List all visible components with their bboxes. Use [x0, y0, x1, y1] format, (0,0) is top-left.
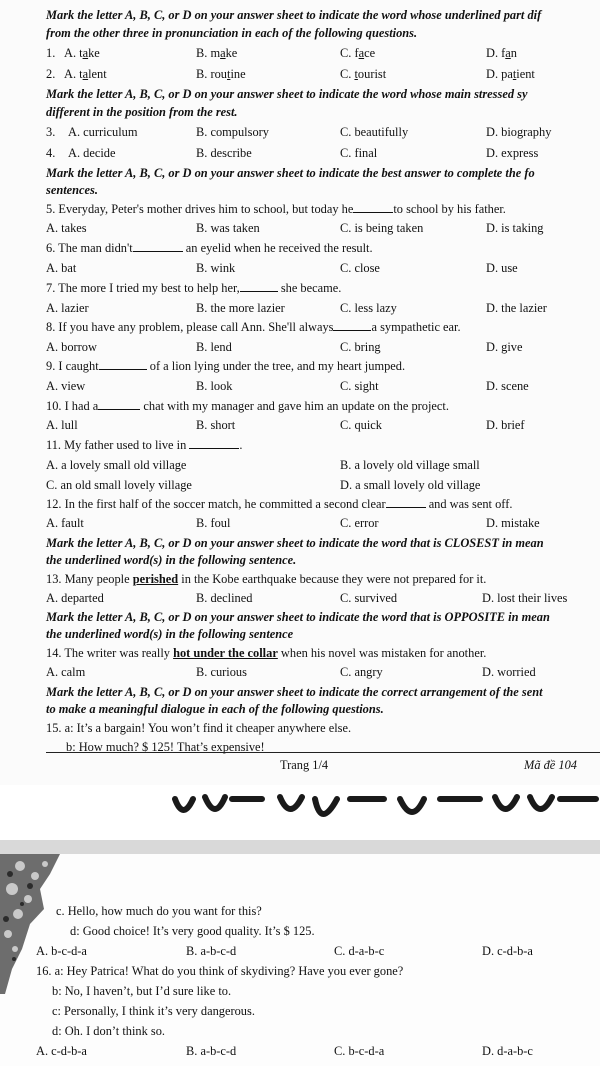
q1-option-d: D. fan: [486, 46, 517, 60]
q8-option-a: A. borrow: [46, 340, 97, 354]
instruction-opposite: Mark the letter A, B, C, or D on your answer sheet to indicate the word that is OPPOSITE in mean: [46, 610, 550, 624]
q2-option-b: B. routine: [196, 67, 246, 81]
q11-stem: 11. My father used to live in .: [46, 438, 243, 452]
q16-line-d: d: Oh. I don’t think so.: [52, 1024, 166, 1038]
instruction-opposite-cont: the underlined word(s) in the following sentence: [46, 627, 294, 641]
q16-option-d: D. d-a-b-c: [482, 1044, 533, 1058]
q13-option-c: C. survived: [340, 591, 398, 605]
instruction-arrangement: Mark the letter A, B, C, or D on your answer sheet to indicate the correct arrangement of the sent: [46, 685, 543, 699]
q11-option-d: D. a small lovely old village: [340, 478, 481, 492]
page-separator: [0, 840, 600, 854]
q3-option-b: B. compulsory: [196, 125, 269, 139]
q3-option-a: A. curriculum: [68, 125, 138, 139]
q3-option-d: D. biography: [486, 125, 552, 139]
instruction-arrangement-cont: to make a meaningful dialogue in each of the following questions.: [46, 702, 384, 716]
q15-line-d: d: Good choice! It’s very good quality. It’s $ 125.: [70, 924, 315, 938]
cut-off-watermark-text: [0, 785, 600, 840]
q4-option-c: C. final: [340, 146, 378, 160]
q12-stem: 12. In the first half of the soccer match, he committed a second clear and was sent off.: [46, 497, 513, 511]
q10-stem: 10. I had a chat with my manager and gave him an update on the project.: [46, 399, 449, 413]
instruction-stress-cont: different in the position from the rest.: [46, 105, 238, 119]
q15-line-b: b: How much? $ 125! That’s expensive!: [66, 740, 265, 754]
q7-option-a: A. lazier: [46, 301, 89, 315]
q1-option-b: B. make: [196, 46, 238, 60]
q14-option-d: D. worried: [482, 665, 536, 679]
q12-option-c: C. error: [340, 516, 379, 530]
q14-option-b: B. curious: [196, 665, 247, 679]
q15-line-a: 15. a: It’s a bargain! You won’t find it cheaper anywhere else.: [46, 721, 352, 735]
instruction-best-answer: Mark the letter A, B, C, or D on your answer sheet to indicate the best answer to complete the fo: [46, 166, 535, 180]
q16-option-c: C. b-c-d-a: [334, 1044, 385, 1058]
q1-option-a: A. take: [64, 46, 100, 60]
q7-option-c: C. less lazy: [340, 301, 397, 315]
q16-line-b: b: No, I haven’t, but I’d sure like to.: [52, 984, 232, 998]
q3-option-c: C. beautifully: [340, 125, 409, 139]
scan-gap: [0, 785, 600, 840]
instruction-pronunciation-cont: from the other three in pronunciation in each of the following questions.: [46, 26, 418, 40]
instruction-stress: Mark the letter A, B, C, or D on your answer sheet to indicate the word whose main stressed sy: [46, 87, 528, 101]
q16-line-c: c: Personally, I think it’s very dangerous.: [52, 1004, 255, 1018]
q9-stem: 9. I caught of a lion lying under the tree, and my heart jumped.: [46, 359, 406, 373]
q2-option-c: C. tourist: [340, 67, 387, 81]
q2-option-d: D. patient: [486, 67, 535, 81]
q16-option-a: A. c-d-b-a: [36, 1044, 87, 1058]
q15-line-c: c. Hello, how much do you want for this?: [56, 904, 262, 918]
q13-option-a: A. departed: [46, 591, 104, 605]
q9-option-b: B. look: [196, 379, 233, 393]
q12-option-a: A. fault: [46, 516, 84, 530]
q4-option-b: B. describe: [196, 146, 252, 160]
q6-option-c: C. close: [340, 261, 380, 275]
q14-option-c: C. angry: [340, 665, 383, 679]
q4-option-a: A. decide: [68, 146, 116, 160]
q10-option-c: C. quick: [340, 418, 382, 432]
q8-option-d: D. give: [486, 340, 523, 354]
exam-page-2: [0, 854, 600, 1066]
q4-option-d: D. express: [486, 146, 539, 160]
q14-stem: 14. The writer was really hot under the collar when his novel was mistaken for another.: [46, 646, 487, 660]
instruction-best-answer-cont: sentences.: [46, 183, 98, 197]
q2-option-a: A. talent: [64, 67, 107, 81]
q15-option-d: D. c-d-b-a: [482, 944, 533, 958]
q1-number: 1.: [46, 46, 56, 60]
q5-option-d: D. is taking: [486, 221, 544, 235]
q5-option-c: C. is being taken: [340, 221, 424, 235]
q5-stem: 5. Everyday, Peter's mother drives him to school, but today he to school by his father.: [46, 202, 506, 216]
q12-option-b: B. foul: [196, 516, 231, 530]
q8-stem: 8. If you have any problem, please call Ann. She'll always a sympathetic ear.: [46, 320, 461, 334]
q6-option-a: A. bat: [46, 261, 77, 275]
q15-option-c: C. d-a-b-c: [334, 944, 385, 958]
q10-option-b: B. short: [196, 418, 236, 432]
q11-option-b: B. a lovely old village small: [340, 458, 480, 472]
footer-rule: [46, 752, 600, 753]
q7-stem: 7. The more I tried my best to help her, she became.: [46, 281, 342, 295]
q12-option-d: D. mistake: [486, 516, 540, 530]
q4-number: 4.: [46, 146, 56, 160]
instruction-closest-cont: the underlined word(s) in the following sentence.: [46, 553, 297, 567]
q13-stem: 13. Many people perished in the Kobe earthquake because they were not prepared for it.: [46, 572, 487, 586]
q8-option-b: B. lend: [196, 340, 232, 354]
q5-option-a: A. takes: [46, 221, 87, 235]
q13-option-d: D. lost their lives: [482, 591, 568, 605]
q8-option-c: C. bring: [340, 340, 381, 354]
q11-option-a: A. a lovely small old village: [46, 458, 187, 472]
q6-option-b: B. wink: [196, 261, 236, 275]
page-number: Trang 1/4: [280, 758, 329, 772]
q7-option-d: D. the lazier: [486, 301, 547, 315]
q10-option-a: A. lull: [46, 418, 78, 432]
q15-option-a: A. b-c-d-a: [36, 944, 87, 958]
q6-stem: 6. The man didn't an eyelid when he received the result.: [46, 241, 373, 255]
q7-option-b: B. the more lazier: [196, 301, 285, 315]
instruction-pronunciation: Mark the letter A, B, C, or D on your answer sheet to indicate the word whose underlined part dif: [46, 8, 542, 22]
q13-option-b: B. declined: [196, 591, 253, 605]
q11-option-c: C. an old small lovely village: [46, 478, 192, 492]
q2-number: 2.: [46, 67, 56, 81]
q16-line-a: 16. a: Hey Patrica! What do you think of skydiving? Have you ever gone?: [36, 964, 404, 978]
q10-option-d: D. brief: [486, 418, 525, 432]
q9-option-a: A. view: [46, 379, 86, 393]
q14-option-a: A. calm: [46, 665, 86, 679]
q3-number: 3.: [46, 125, 56, 139]
q9-option-d: D. scene: [486, 379, 529, 393]
instruction-closest: Mark the letter A, B, C, or D on your answer sheet to indicate the word that is CLOSEST in mean: [46, 536, 544, 550]
q9-option-c: C. sight: [340, 379, 379, 393]
q1-option-c: C. face: [340, 46, 376, 60]
q15-option-b: B. a-b-c-d: [186, 944, 237, 958]
q16-option-b: B. a-b-c-d: [186, 1044, 237, 1058]
exam-code: Mã đề 104: [524, 758, 577, 772]
q6-option-d: D. use: [486, 261, 518, 275]
q5-option-b: B. was taken: [196, 221, 260, 235]
